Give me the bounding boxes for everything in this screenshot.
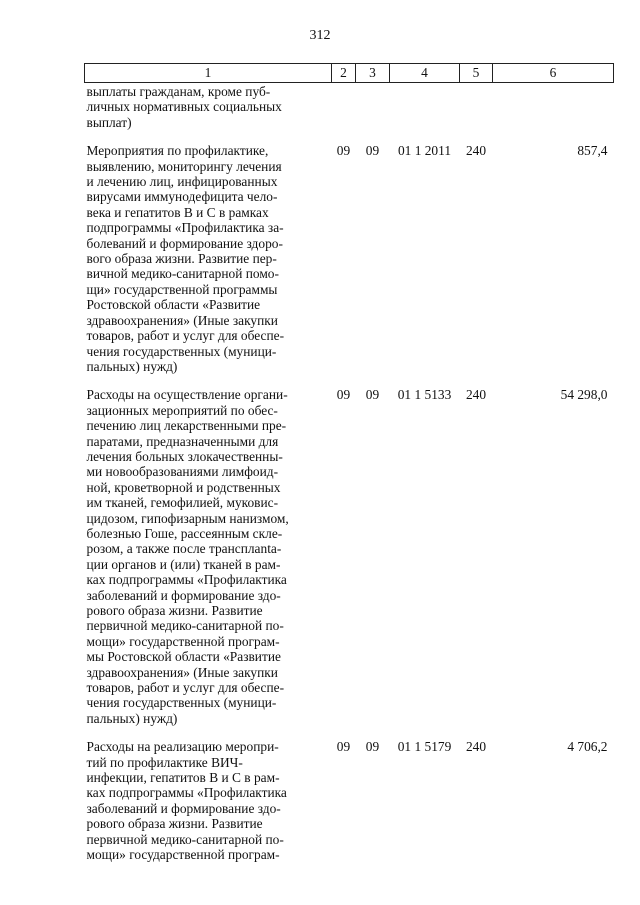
row-name-line: розом, а также после трансплanta- xyxy=(86,541,282,557)
row-name-line: вирусами иммунодефицита чело- xyxy=(86,189,278,205)
table-row xyxy=(85,374,614,726)
row-subsection-code xyxy=(356,83,390,131)
row-name-line: Мероприятия по профилактике, xyxy=(86,143,269,159)
row-name-line: тий по профилактике ВИЧ- xyxy=(86,754,243,770)
table-header xyxy=(85,64,614,83)
row-name-line: товаров, работ и услуг для обеспе- xyxy=(86,680,285,696)
row-name-line: века и гепатитов В и С в рамках xyxy=(86,204,269,220)
row-name-line: заболеваний и формирование здо- xyxy=(86,587,281,603)
row-name-line: щи» государственной программы xyxy=(86,281,278,297)
row-name-line: паратами, предназначенными для xyxy=(86,433,279,449)
row-name-line: и лечению лиц, инфицированных xyxy=(86,174,278,190)
budget-table xyxy=(84,63,614,863)
row-name-cell xyxy=(85,83,332,131)
row-name-line: Ростовской области «Развитие xyxy=(86,297,261,313)
row-name-line: Расходы на реализацию меропри- xyxy=(86,739,279,755)
table-row xyxy=(85,83,614,131)
row-name-line: мощи» государственной програм- xyxy=(86,633,280,649)
row-name-line: выплаты гражданам, кроме пуб- xyxy=(86,84,271,99)
column-header-3: 3 xyxy=(356,64,390,83)
row-expense-type-code: 240 xyxy=(465,143,487,159)
row-name-line: инфекции, гепатитов В и С в рам- xyxy=(86,770,280,786)
row-name-line: ках подпрограммы «Профилактика xyxy=(86,785,287,801)
row-expense-type-code xyxy=(460,83,493,131)
column-header-5: 5 xyxy=(460,64,493,83)
row-name-line: выплат) xyxy=(86,114,132,130)
row-amount: 4 706,2 xyxy=(567,739,608,755)
row-name-cell xyxy=(85,374,332,726)
row-name-cell xyxy=(85,130,332,374)
row-name-line: первичной медико-санитарной по- xyxy=(86,831,284,847)
row-name-line: личных нормативных социальных xyxy=(86,99,282,115)
column-header-4: 4 xyxy=(390,64,460,83)
row-section-code: 09 xyxy=(336,739,351,755)
row-amount xyxy=(493,83,614,131)
row-name-line: мы Ростовской области «Развитие xyxy=(86,649,281,665)
row-target-article-code xyxy=(390,83,460,131)
header-row xyxy=(85,64,614,83)
row-name-line: выявлению, мониторингу лечения xyxy=(86,158,282,174)
row-subsection-code: 09 xyxy=(365,143,380,159)
row-expense-type-code: 240 xyxy=(465,739,487,755)
row-name-line: первичной медико-санитарной по- xyxy=(86,618,284,634)
row-target-article-code: 01 1 5133 xyxy=(397,387,452,403)
row-name-line: Расходы на осуществление органи- xyxy=(86,387,288,403)
row-name-line: рового образа жизни. Развитие xyxy=(86,603,263,618)
row-name-line: болезнью Гоше, рассеянным скле- xyxy=(86,525,283,541)
row-name-line: ции органов и (или) тканей в рам- xyxy=(86,556,281,572)
row-amount: 54 298,0 xyxy=(560,387,608,403)
row-name-line: чения государственных (муници- xyxy=(86,343,277,359)
row-target-article-code: 01 1 2011 xyxy=(397,143,452,159)
row-name-line: чения государственных (муници- xyxy=(86,695,277,711)
row-subsection-code: 09 xyxy=(365,387,380,403)
row-name-line: ной, кроветворной и родственных xyxy=(86,479,281,495)
row-name-line: им тканей, гемофилией, муковис- xyxy=(86,495,279,511)
row-name-line: зационных мероприятий по обес- xyxy=(86,402,278,418)
table-row xyxy=(85,130,614,374)
row-name-line: печению лиц лекарственными пре- xyxy=(86,418,287,434)
row-section-code: 09 xyxy=(336,143,351,159)
row-name-line: ми новообразованиями лимфоид- xyxy=(86,464,279,480)
row-name-line: болеваний и формирование здоро- xyxy=(86,235,283,251)
row-name-line: здравоохранения» (Иные закупки xyxy=(86,664,278,680)
table-body xyxy=(85,83,614,863)
row-name-line: пальных) нужд) xyxy=(86,358,178,374)
row-section-code: 09 xyxy=(336,387,351,403)
row-expense-type-code: 240 xyxy=(465,387,487,403)
column-header-1: 1 xyxy=(85,64,332,83)
page-number: 312 xyxy=(309,28,331,43)
row-name-line: подпрограммы «Профилактика за- xyxy=(86,220,284,236)
row-name-line: лечения больных злокачественны- xyxy=(86,448,283,464)
column-header-6: 6 xyxy=(493,64,614,83)
row-name-line: мощи» государственной програм- xyxy=(86,847,280,863)
column-header-2: 2 xyxy=(332,64,356,83)
row-section-code xyxy=(332,83,356,131)
row-name-line: товаров, работ и услуг для обеспе- xyxy=(86,328,285,344)
row-target-article-code: 01 1 5179 xyxy=(397,739,452,755)
row-subsection-code: 09 xyxy=(365,739,380,755)
row-name-line: вичной медико-санитарной помо- xyxy=(86,266,279,282)
row-amount: 857,4 xyxy=(577,143,608,159)
row-name-line: пальных) нужд) xyxy=(86,710,178,726)
row-name-line: рового образа жизни. Развитие xyxy=(86,816,263,832)
row-name-line: цидозом, гипофизарным нанизмом, xyxy=(86,510,289,526)
table-row xyxy=(85,726,614,862)
row-name-line: здравоохранения» (Иные закупки xyxy=(86,312,278,328)
row-name-line: заболеваний и формирование здо- xyxy=(86,800,281,816)
row-name-line: ках подпрограммы «Профилактика xyxy=(86,572,287,588)
row-name-cell xyxy=(85,726,332,862)
row-name-line: вого образа жизни. Развитие пер- xyxy=(86,251,277,267)
